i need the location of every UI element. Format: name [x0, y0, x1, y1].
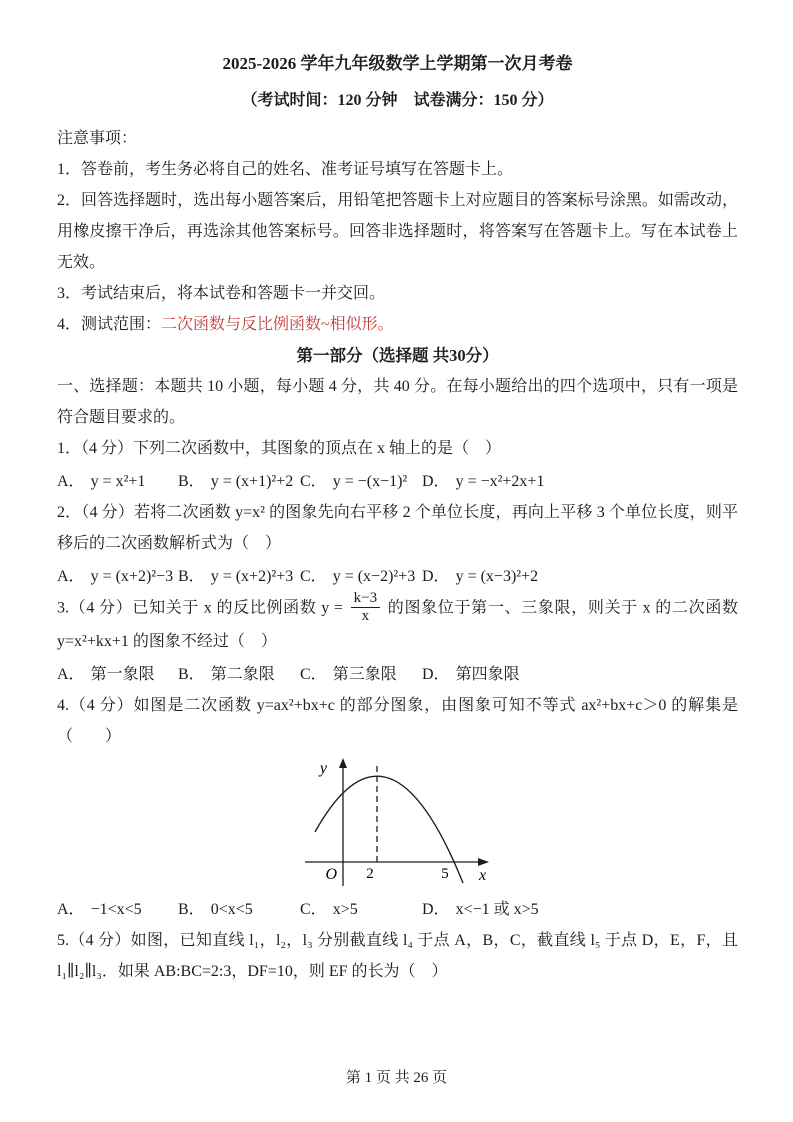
question-2-stem: 2．（4 分）若将二次函数 y=x² 的图象先向右平移 2 个单位长度，再向上平移 3 个单位长度，则平移后的二次函数解析式为（ ）	[57, 504, 738, 552]
notice-item-1: 1．答卷前，考生务必将自己的姓名、准考证号填写在答题卡上。	[57, 161, 514, 178]
page-number: 第 1 页 共 26 页	[345, 1070, 448, 1086]
question-3-stem-after: 的图象位于第一、三象限，则关于 x 的二次函数 y=x²+kx+1 的图象不经过（ ）	[57, 599, 739, 650]
question-3-option-a: A． 第一象限	[57, 666, 155, 683]
question-2-options	[57, 561, 738, 592]
question-3-stem-before: 3.（4 分）已知关于 x 的反比例函数	[57, 599, 317, 617]
fraction-denominator: x	[351, 607, 380, 625]
fraction-numerator: k−3	[353, 590, 378, 606]
exam-info-line: （考试时间：120 分钟 试卷满分：150 分）	[241, 92, 554, 109]
parabola-figure	[297, 758, 738, 890]
x-axis-arrow-icon	[478, 858, 489, 866]
notice-item-4	[57, 309, 738, 340]
notice-item-4-prefix: 4．测试范围：	[57, 316, 162, 333]
notices-heading: 注意事项：	[57, 130, 138, 147]
question-3-option-c: C． 第三象限	[300, 666, 397, 683]
tick-label-2: 2	[366, 866, 374, 882]
section-intro: 一、选择题：本题共 10 小题，每小题 4 分，共 40 分。在每小题给出的四个选项中，只有一项是符合题目要求的。	[57, 378, 738, 426]
origin-label: O	[325, 866, 337, 883]
question-3-options	[57, 659, 738, 690]
question-3-option-b: B． 第二象限	[178, 666, 275, 683]
question-4-option-c: C． x>5	[300, 901, 358, 918]
question-2-option-a: A． y = (x+2)²−3	[57, 568, 174, 585]
notice-item-3: 3．考试结束后，将本试卷和答题卡一并交回。	[57, 285, 386, 302]
question-4-option-d: D． x<−1 或 x>5	[422, 901, 539, 918]
section-heading: 第一部分（选择题 共30分）	[296, 346, 499, 365]
question-1-options	[57, 466, 738, 497]
test-scope: 二次函数与反比例函数~相似形。	[161, 316, 394, 333]
question-3-stem	[57, 592, 738, 657]
question-4-option-b: B． 0<x<5	[178, 901, 253, 918]
question-4-option-a: A． −1<x<5	[57, 901, 142, 918]
question-1-option-c: C． y = −(x−1)²	[300, 473, 408, 490]
question-1-option-d: D． y = −x²+2x+1	[422, 473, 545, 490]
parabola-graph	[297, 758, 492, 890]
question-1-option-a: A． y = x²+1	[57, 473, 146, 490]
question-3-formula-lead: y =	[321, 599, 343, 617]
question-2-option-d: D． y = (x−3)²+2	[422, 568, 539, 585]
page-content	[57, 52, 738, 987]
question-1-stem: 1．（4 分）下列二次函数中，其图象的顶点在 x 轴上的是（ ）	[57, 440, 502, 457]
question-2-option-b: B． y = (x+2)²+3	[178, 568, 294, 585]
y-axis-arrow-icon	[339, 758, 347, 768]
x-axis-label: x	[479, 867, 487, 884]
fraction	[348, 590, 383, 624]
notice-item-2: 2．回答选择题时，选出每小题答案后，用铅笔把答题卡上对应题目的答案标号涂黑。如需改动，用橡皮擦干净后，再选涂其他答案标号。回答非选择题时，将答案写在答题卡上。写在本试卷上无效。	[57, 192, 738, 271]
question-2-option-c: C． y = (x−2)²+3	[300, 568, 416, 585]
question-4-stem: 4.（4 分）如图是二次函数 y=ax²+bx+c 的部分图象，由图象可知不等式 ax²+bx+c＞0 的解集是（ ）	[57, 697, 738, 745]
y-axis-label: y	[319, 760, 327, 777]
question-3-option-d: D． 第四象限	[422, 666, 520, 683]
question-5-stem: 5.（4 分）如图，已知直线 l₁，l₂，l₃ 分别截直线 l₄ 于点 A，B，C，截直线 l₅ 于点 D，E，F，且 l₁∥l₂∥l₃．如果 AB:BC=2:3，DF=10，则 EF 的长为（ ）	[57, 932, 738, 980]
tick-label-5: 5	[441, 866, 449, 882]
question-1-option-b: B． y = (x+1)²+2	[178, 473, 294, 490]
question-4-options	[57, 894, 738, 925]
page-title: 2025-2026 学年九年级数学上学期第一次月考卷	[222, 54, 573, 73]
